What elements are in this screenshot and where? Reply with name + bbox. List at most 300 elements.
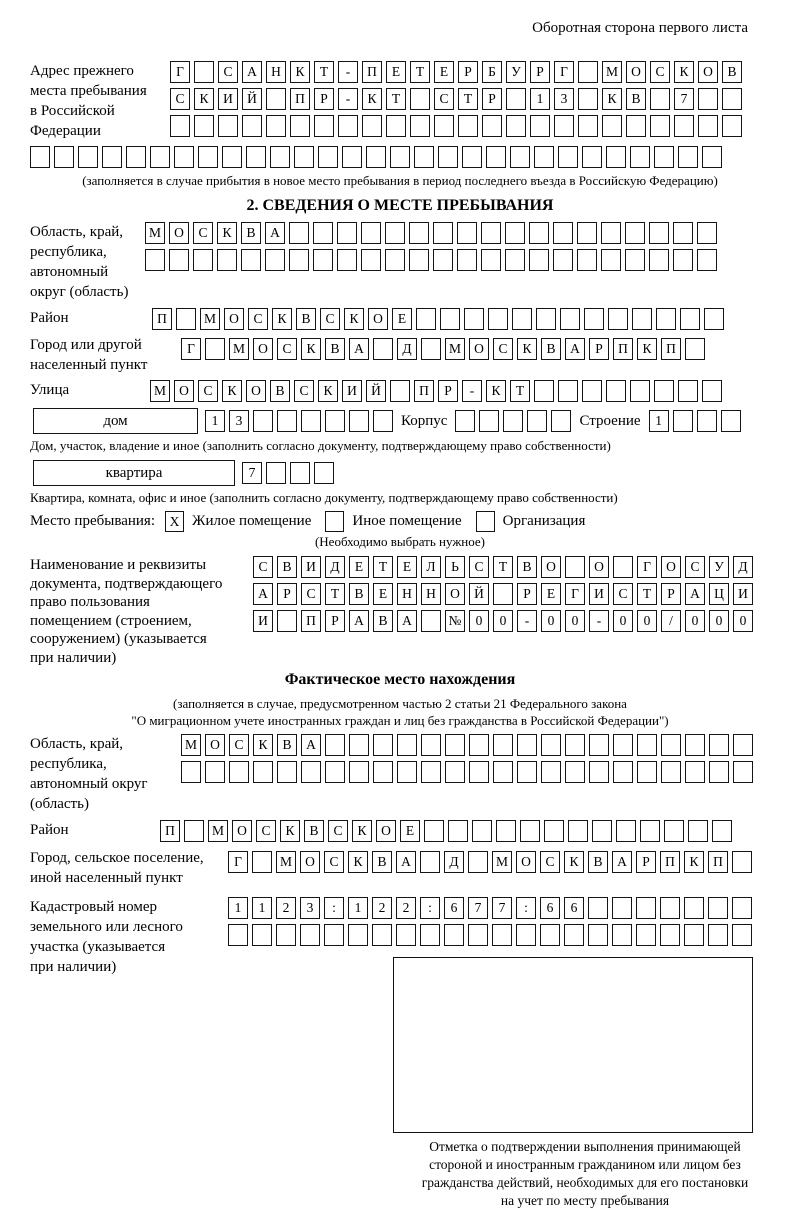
char-box[interactable]: В bbox=[277, 734, 297, 756]
char-box[interactable] bbox=[560, 308, 580, 330]
char-box[interactable]: 3 bbox=[229, 410, 249, 432]
char-box[interactable] bbox=[222, 146, 242, 168]
char-box[interactable]: Е bbox=[373, 583, 393, 605]
char-box[interactable]: М bbox=[602, 61, 622, 83]
char-box[interactable]: С bbox=[256, 820, 276, 842]
char-box[interactable] bbox=[414, 146, 434, 168]
char-box[interactable] bbox=[348, 924, 368, 946]
char-box[interactable]: Н bbox=[421, 583, 441, 605]
char-box[interactable] bbox=[337, 249, 357, 271]
char-box[interactable] bbox=[228, 924, 248, 946]
char-box[interactable] bbox=[650, 88, 670, 110]
char-box[interactable]: К bbox=[352, 820, 372, 842]
char-box[interactable] bbox=[685, 734, 705, 756]
char-box[interactable]: О bbox=[445, 583, 465, 605]
char-box[interactable]: К bbox=[301, 338, 321, 360]
char-box[interactable]: Р bbox=[589, 338, 609, 360]
char-box[interactable]: Н bbox=[397, 583, 417, 605]
char-box[interactable]: О bbox=[368, 308, 388, 330]
char-box[interactable] bbox=[536, 308, 556, 330]
char-box[interactable]: 3 bbox=[300, 897, 320, 919]
char-box[interactable] bbox=[625, 222, 645, 244]
char-box[interactable]: С bbox=[328, 820, 348, 842]
char-box[interactable]: Д bbox=[444, 851, 464, 873]
char-box[interactable] bbox=[462, 146, 482, 168]
char-box[interactable]: 0 bbox=[709, 610, 729, 632]
char-box[interactable]: 2 bbox=[372, 897, 392, 919]
char-box[interactable] bbox=[601, 249, 621, 271]
char-box[interactable]: 0 bbox=[565, 610, 585, 632]
char-box[interactable] bbox=[496, 820, 516, 842]
char-box[interactable] bbox=[434, 115, 454, 137]
char-box[interactable] bbox=[469, 761, 489, 783]
char-box[interactable]: 6 bbox=[444, 897, 464, 919]
char-box[interactable] bbox=[338, 115, 358, 137]
char-box[interactable]: Г bbox=[565, 583, 585, 605]
char-box[interactable]: 0 bbox=[685, 610, 705, 632]
char-box[interactable]: В bbox=[588, 851, 608, 873]
char-box[interactable] bbox=[174, 146, 194, 168]
char-box[interactable]: 7 bbox=[242, 462, 262, 484]
char-box[interactable] bbox=[277, 410, 297, 432]
char-box[interactable] bbox=[551, 410, 571, 432]
char-box[interactable]: А bbox=[565, 338, 585, 360]
char-box[interactable]: Т bbox=[458, 88, 478, 110]
char-box[interactable]: П bbox=[362, 61, 382, 83]
char-box[interactable]: Т bbox=[637, 583, 657, 605]
char-box[interactable]: У bbox=[709, 556, 729, 578]
char-box[interactable]: Т bbox=[510, 380, 530, 402]
char-box[interactable] bbox=[493, 583, 513, 605]
char-box[interactable] bbox=[612, 924, 632, 946]
char-box[interactable] bbox=[582, 146, 602, 168]
char-box[interactable]: И bbox=[253, 610, 273, 632]
char-box[interactable] bbox=[613, 761, 633, 783]
char-box[interactable] bbox=[680, 308, 700, 330]
char-box[interactable] bbox=[386, 115, 406, 137]
char-box[interactable] bbox=[492, 924, 512, 946]
char-box[interactable] bbox=[534, 380, 554, 402]
char-box[interactable] bbox=[493, 761, 513, 783]
char-box[interactable] bbox=[601, 222, 621, 244]
char-box[interactable]: В bbox=[626, 88, 646, 110]
char-box[interactable]: Е bbox=[434, 61, 454, 83]
char-box[interactable]: 1 bbox=[530, 88, 550, 110]
char-box[interactable]: Т bbox=[493, 556, 513, 578]
char-box[interactable]: К bbox=[517, 338, 537, 360]
char-box[interactable]: Е bbox=[386, 61, 406, 83]
char-box[interactable] bbox=[290, 115, 310, 137]
char-box[interactable]: В bbox=[517, 556, 537, 578]
char-box[interactable] bbox=[218, 115, 238, 137]
char-box[interactable]: 7 bbox=[492, 897, 512, 919]
char-box[interactable]: К bbox=[344, 308, 364, 330]
char-box[interactable]: О bbox=[376, 820, 396, 842]
char-box[interactable] bbox=[246, 146, 266, 168]
char-box[interactable]: С bbox=[218, 61, 238, 83]
char-box[interactable] bbox=[176, 308, 196, 330]
char-box[interactable] bbox=[592, 820, 612, 842]
char-box[interactable] bbox=[654, 380, 674, 402]
char-box[interactable]: С bbox=[685, 556, 705, 578]
char-box[interactable] bbox=[578, 115, 598, 137]
char-box[interactable] bbox=[698, 88, 718, 110]
char-box[interactable] bbox=[445, 734, 465, 756]
char-box[interactable]: В bbox=[349, 583, 369, 605]
char-box[interactable]: Т bbox=[314, 61, 334, 83]
char-box[interactable] bbox=[145, 249, 165, 271]
char-box[interactable] bbox=[464, 308, 484, 330]
char-box[interactable] bbox=[722, 115, 742, 137]
char-box[interactable] bbox=[313, 249, 333, 271]
char-box[interactable]: Г bbox=[554, 61, 574, 83]
char-box[interactable] bbox=[277, 761, 297, 783]
char-box[interactable] bbox=[565, 734, 585, 756]
char-box[interactable]: А bbox=[301, 734, 321, 756]
char-box[interactable] bbox=[702, 146, 722, 168]
char-box[interactable] bbox=[606, 380, 626, 402]
char-box[interactable]: К bbox=[272, 308, 292, 330]
char-box[interactable] bbox=[673, 222, 693, 244]
char-box[interactable]: Л bbox=[421, 556, 441, 578]
char-box[interactable]: С bbox=[193, 222, 213, 244]
char-box[interactable] bbox=[697, 222, 717, 244]
char-box[interactable] bbox=[266, 115, 286, 137]
char-box[interactable] bbox=[325, 410, 345, 432]
char-box[interactable] bbox=[568, 820, 588, 842]
char-box[interactable]: Е bbox=[541, 583, 561, 605]
char-box[interactable]: С bbox=[229, 734, 249, 756]
char-box[interactable] bbox=[126, 146, 146, 168]
char-box[interactable]: О bbox=[253, 338, 273, 360]
char-box[interactable] bbox=[416, 308, 436, 330]
char-box[interactable]: Т bbox=[373, 556, 393, 578]
char-box[interactable] bbox=[397, 761, 417, 783]
char-box[interactable]: М bbox=[276, 851, 296, 873]
char-box[interactable]: Г bbox=[170, 61, 190, 83]
char-box[interactable]: А bbox=[242, 61, 262, 83]
char-box[interactable]: Р bbox=[277, 583, 297, 605]
char-box[interactable] bbox=[468, 851, 488, 873]
char-box[interactable] bbox=[721, 410, 741, 432]
char-box[interactable] bbox=[544, 820, 564, 842]
char-box[interactable]: Г bbox=[637, 556, 657, 578]
char-box[interactable] bbox=[198, 146, 218, 168]
char-box[interactable]: 1 bbox=[348, 897, 368, 919]
char-box[interactable] bbox=[337, 222, 357, 244]
char-box[interactable]: 0 bbox=[541, 610, 561, 632]
char-box[interactable]: Й bbox=[469, 583, 489, 605]
char-box[interactable] bbox=[440, 308, 460, 330]
char-box[interactable] bbox=[372, 924, 392, 946]
char-box[interactable] bbox=[205, 338, 225, 360]
char-box[interactable] bbox=[390, 146, 410, 168]
char-box[interactable] bbox=[678, 380, 698, 402]
char-box[interactable] bbox=[702, 380, 722, 402]
char-box[interactable] bbox=[325, 734, 345, 756]
char-box[interactable] bbox=[445, 761, 465, 783]
char-box[interactable]: Р bbox=[482, 88, 502, 110]
char-box[interactable] bbox=[301, 410, 321, 432]
char-box[interactable]: И bbox=[733, 583, 753, 605]
char-box[interactable] bbox=[420, 924, 440, 946]
char-box[interactable] bbox=[410, 88, 430, 110]
char-box[interactable] bbox=[242, 115, 262, 137]
char-box[interactable] bbox=[697, 410, 717, 432]
char-box[interactable] bbox=[294, 146, 314, 168]
char-box[interactable] bbox=[506, 88, 526, 110]
char-box[interactable]: М bbox=[445, 338, 465, 360]
char-box[interactable] bbox=[366, 146, 386, 168]
char-box[interactable] bbox=[685, 761, 705, 783]
char-box[interactable]: 2 bbox=[276, 897, 296, 919]
char-box[interactable]: П bbox=[661, 338, 681, 360]
char-box[interactable]: С bbox=[320, 308, 340, 330]
char-box[interactable] bbox=[314, 115, 334, 137]
char-box[interactable] bbox=[529, 249, 549, 271]
char-box[interactable]: В bbox=[373, 610, 393, 632]
char-box[interactable] bbox=[517, 734, 537, 756]
char-box[interactable] bbox=[637, 761, 657, 783]
char-box[interactable] bbox=[488, 308, 508, 330]
char-box[interactable] bbox=[433, 222, 453, 244]
char-box[interactable] bbox=[482, 115, 502, 137]
char-box[interactable] bbox=[396, 924, 416, 946]
char-box[interactable] bbox=[373, 761, 393, 783]
char-box[interactable]: П bbox=[660, 851, 680, 873]
char-box[interactable] bbox=[589, 734, 609, 756]
char-box[interactable]: И bbox=[218, 88, 238, 110]
char-box[interactable] bbox=[78, 146, 98, 168]
char-box[interactable]: П bbox=[160, 820, 180, 842]
char-box[interactable] bbox=[530, 115, 550, 137]
char-box[interactable]: Д bbox=[733, 556, 753, 578]
char-box[interactable]: 0 bbox=[733, 610, 753, 632]
char-box[interactable]: Д bbox=[325, 556, 345, 578]
char-box[interactable] bbox=[637, 734, 657, 756]
char-box[interactable] bbox=[708, 924, 728, 946]
char-box[interactable]: И bbox=[589, 583, 609, 605]
char-box[interactable]: А bbox=[685, 583, 705, 605]
char-box[interactable] bbox=[276, 924, 296, 946]
char-box[interactable] bbox=[625, 249, 645, 271]
char-box[interactable]: № bbox=[445, 610, 465, 632]
char-box[interactable] bbox=[512, 308, 532, 330]
char-box[interactable] bbox=[698, 115, 718, 137]
char-box[interactable]: В bbox=[277, 556, 297, 578]
char-box[interactable]: Т bbox=[410, 61, 430, 83]
char-box[interactable]: С bbox=[248, 308, 268, 330]
char-box[interactable] bbox=[469, 734, 489, 756]
char-box[interactable] bbox=[516, 924, 536, 946]
char-box[interactable] bbox=[194, 115, 214, 137]
char-box[interactable] bbox=[608, 308, 628, 330]
char-box[interactable]: О bbox=[516, 851, 536, 873]
char-box[interactable] bbox=[673, 410, 693, 432]
char-box[interactable] bbox=[553, 249, 573, 271]
char-box[interactable] bbox=[385, 222, 405, 244]
char-box[interactable]: Р bbox=[530, 61, 550, 83]
char-box[interactable] bbox=[553, 222, 573, 244]
char-box[interactable]: Ц bbox=[709, 583, 729, 605]
char-box[interactable]: К bbox=[674, 61, 694, 83]
char-box[interactable] bbox=[640, 820, 660, 842]
char-box[interactable]: П bbox=[152, 308, 172, 330]
char-box[interactable] bbox=[486, 146, 506, 168]
char-box[interactable] bbox=[732, 851, 752, 873]
char-box[interactable] bbox=[613, 734, 633, 756]
char-box[interactable]: С bbox=[198, 380, 218, 402]
char-box[interactable]: 6 bbox=[564, 897, 584, 919]
char-box[interactable] bbox=[318, 146, 338, 168]
char-box[interactable]: К bbox=[253, 734, 273, 756]
char-box[interactable]: Р bbox=[661, 583, 681, 605]
char-box[interactable]: А bbox=[612, 851, 632, 873]
char-box[interactable]: Г bbox=[228, 851, 248, 873]
char-box[interactable] bbox=[421, 761, 441, 783]
char-box[interactable] bbox=[433, 249, 453, 271]
char-box[interactable] bbox=[205, 761, 225, 783]
char-box[interactable]: : bbox=[324, 897, 344, 919]
char-box[interactable]: К bbox=[684, 851, 704, 873]
char-box[interactable]: П bbox=[613, 338, 633, 360]
char-box[interactable] bbox=[289, 249, 309, 271]
char-box[interactable]: - bbox=[517, 610, 537, 632]
char-box[interactable] bbox=[270, 146, 290, 168]
char-box[interactable] bbox=[540, 924, 560, 946]
char-box[interactable]: О bbox=[169, 222, 189, 244]
char-box[interactable] bbox=[102, 146, 122, 168]
char-box[interactable]: М bbox=[145, 222, 165, 244]
char-box[interactable] bbox=[313, 222, 333, 244]
char-box[interactable]: К bbox=[217, 222, 237, 244]
char-box[interactable] bbox=[588, 897, 608, 919]
char-box[interactable]: Й bbox=[242, 88, 262, 110]
char-box[interactable]: С bbox=[324, 851, 344, 873]
char-box[interactable]: О bbox=[300, 851, 320, 873]
char-box[interactable] bbox=[656, 308, 676, 330]
char-box[interactable] bbox=[409, 222, 429, 244]
char-box[interactable] bbox=[253, 410, 273, 432]
char-box[interactable]: О bbox=[232, 820, 252, 842]
char-box[interactable]: С bbox=[493, 338, 513, 360]
char-box[interactable] bbox=[697, 249, 717, 271]
char-box[interactable]: У bbox=[506, 61, 526, 83]
char-box[interactable] bbox=[505, 249, 525, 271]
char-box[interactable]: 2 bbox=[396, 897, 416, 919]
char-box[interactable] bbox=[589, 761, 609, 783]
char-box[interactable]: К bbox=[318, 380, 338, 402]
char-box[interactable]: В bbox=[304, 820, 324, 842]
char-box[interactable] bbox=[468, 924, 488, 946]
char-box[interactable] bbox=[424, 820, 444, 842]
char-box[interactable] bbox=[732, 924, 752, 946]
char-box[interactable]: В bbox=[296, 308, 316, 330]
checkbox-other-premises[interactable] bbox=[325, 511, 344, 532]
char-box[interactable] bbox=[588, 924, 608, 946]
char-box[interactable] bbox=[373, 734, 393, 756]
char-box[interactable] bbox=[481, 222, 501, 244]
char-box[interactable] bbox=[481, 249, 501, 271]
char-box[interactable]: Р bbox=[458, 61, 478, 83]
char-box[interactable]: В bbox=[270, 380, 290, 402]
char-box[interactable]: П bbox=[301, 610, 321, 632]
char-box[interactable]: С bbox=[253, 556, 273, 578]
char-box[interactable] bbox=[636, 924, 656, 946]
char-box[interactable]: М bbox=[229, 338, 249, 360]
char-box[interactable]: Р bbox=[517, 583, 537, 605]
char-box[interactable] bbox=[529, 222, 549, 244]
char-box[interactable] bbox=[361, 222, 381, 244]
char-box[interactable] bbox=[361, 249, 381, 271]
char-box[interactable]: Ь bbox=[445, 556, 465, 578]
char-box[interactable] bbox=[457, 222, 477, 244]
char-box[interactable]: А bbox=[349, 338, 369, 360]
char-box[interactable]: Р bbox=[438, 380, 458, 402]
char-box[interactable]: П bbox=[708, 851, 728, 873]
char-box[interactable]: С bbox=[301, 583, 321, 605]
char-box[interactable] bbox=[649, 222, 669, 244]
char-box[interactable]: Е bbox=[397, 556, 417, 578]
char-box[interactable]: М bbox=[492, 851, 512, 873]
char-box[interactable] bbox=[517, 761, 537, 783]
char-box[interactable]: С bbox=[434, 88, 454, 110]
char-box[interactable] bbox=[654, 146, 674, 168]
char-box[interactable]: О bbox=[224, 308, 244, 330]
char-box[interactable]: 6 bbox=[540, 897, 560, 919]
char-box[interactable] bbox=[704, 308, 724, 330]
char-box[interactable]: Г bbox=[181, 338, 201, 360]
char-box[interactable] bbox=[277, 610, 297, 632]
char-box[interactable] bbox=[252, 924, 272, 946]
char-box[interactable]: - bbox=[589, 610, 609, 632]
char-box[interactable] bbox=[181, 761, 201, 783]
char-box[interactable]: 1 bbox=[649, 410, 669, 432]
char-box[interactable]: Т bbox=[386, 88, 406, 110]
char-box[interactable]: 0 bbox=[493, 610, 513, 632]
char-box[interactable] bbox=[349, 410, 369, 432]
char-box[interactable]: О bbox=[469, 338, 489, 360]
char-box[interactable] bbox=[457, 249, 477, 271]
char-box[interactable] bbox=[229, 761, 249, 783]
char-box[interactable] bbox=[673, 249, 693, 271]
char-box[interactable] bbox=[397, 734, 417, 756]
char-box[interactable] bbox=[421, 338, 441, 360]
char-box[interactable] bbox=[444, 924, 464, 946]
char-box[interactable] bbox=[709, 734, 729, 756]
char-box[interactable]: : bbox=[420, 897, 440, 919]
char-box[interactable] bbox=[649, 249, 669, 271]
char-box[interactable]: Т bbox=[325, 583, 345, 605]
char-box[interactable] bbox=[252, 851, 272, 873]
char-box[interactable]: А bbox=[397, 610, 417, 632]
char-box[interactable] bbox=[241, 249, 261, 271]
char-box[interactable]: К bbox=[637, 338, 657, 360]
char-box[interactable] bbox=[194, 61, 214, 83]
char-box[interactable] bbox=[54, 146, 74, 168]
char-box[interactable] bbox=[217, 249, 237, 271]
char-box[interactable] bbox=[349, 734, 369, 756]
char-box[interactable] bbox=[169, 249, 189, 271]
char-box[interactable] bbox=[505, 222, 525, 244]
checkbox-residential[interactable]: X bbox=[165, 511, 184, 532]
char-box[interactable]: В bbox=[325, 338, 345, 360]
char-box[interactable] bbox=[479, 410, 499, 432]
char-box[interactable]: 7 bbox=[674, 88, 694, 110]
char-box[interactable] bbox=[606, 146, 626, 168]
char-box[interactable] bbox=[300, 924, 320, 946]
char-box[interactable]: - bbox=[338, 88, 358, 110]
